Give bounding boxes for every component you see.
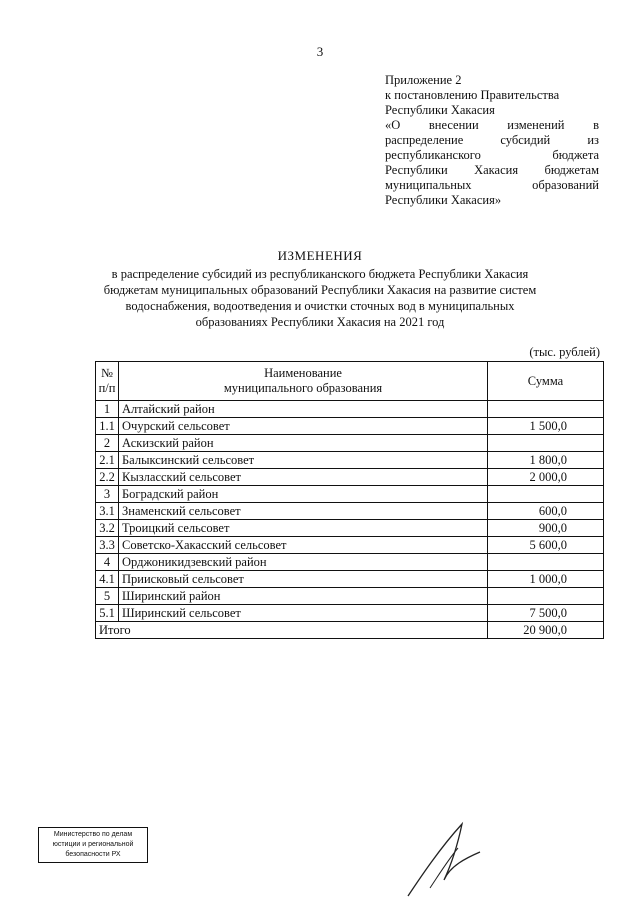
header-num: № п/п — [96, 362, 119, 401]
appendix-word: бюджетам — [544, 163, 599, 177]
row-sum: 7 500,0 — [488, 605, 604, 622]
table-row — [96, 469, 604, 486]
table-row — [96, 588, 604, 605]
appendix-justified-line — [385, 148, 599, 163]
appendix-word: бюджета — [552, 148, 599, 162]
stamp-line: безопасности РХ — [65, 851, 121, 858]
row-sum: 1 800,0 — [488, 452, 604, 469]
appendix-word: внесении — [428, 118, 479, 132]
table-row — [96, 537, 604, 554]
row-name: Троицкий сельсовет — [119, 520, 488, 537]
table-row — [96, 571, 604, 588]
total-label: Итого — [96, 622, 488, 639]
appendix-line: Республики Хакасия — [385, 103, 495, 117]
row-sum — [488, 588, 604, 605]
appendix-word: образований — [532, 178, 599, 192]
subtitle-line: бюджетам муниципальных образований Республики Хакасия на развитие систем — [103, 283, 537, 297]
appendix-line: Республики Хакасия» — [385, 193, 502, 207]
row-num: 5.1 — [96, 605, 119, 622]
document-subtitle — [80, 266, 560, 330]
row-name: Приисковый сельсовет — [119, 571, 488, 588]
subtitle-line: водоснабжения, водоотведения и очистки сточных вод в муниципальных — [125, 299, 515, 313]
row-name: Очурский сельсовет — [119, 418, 488, 435]
row-name: Орджоникидзевский район — [119, 554, 488, 571]
table-body — [96, 401, 604, 622]
row-num: 5 — [96, 588, 119, 605]
row-name: Ширинский район — [119, 588, 488, 605]
stamp-line: Министерство по делам — [53, 831, 133, 838]
header-name-line: муниципального образования — [223, 381, 383, 395]
row-num: 2.2 — [96, 469, 119, 486]
document-heading: ИЗМЕНЕНИЯ — [277, 248, 363, 263]
subsidy-table — [95, 361, 604, 639]
row-sum — [488, 435, 604, 452]
row-sum: 1 000,0 — [488, 571, 604, 588]
subtitle-line: образованиях Республики Хакасия на 2021 год — [195, 315, 445, 329]
row-name: Балыксинский сельсовет — [119, 452, 488, 469]
row-name: Аскизский район — [119, 435, 488, 452]
row-sum — [488, 554, 604, 571]
appendix-justified-line — [385, 133, 599, 148]
row-name: Советско-Хакасский сельсовет — [119, 537, 488, 554]
appendix-block — [385, 73, 599, 208]
appendix-word: Хакасия — [474, 163, 519, 177]
table-row — [96, 452, 604, 469]
row-num: 1.1 — [96, 418, 119, 435]
appendix-word: изменений — [507, 118, 565, 132]
row-num: 3.3 — [96, 537, 119, 554]
appendix-word: из — [587, 133, 599, 147]
row-name: Алтайский район — [119, 401, 488, 418]
row-name: Кызласский сельсовет — [119, 469, 488, 486]
table-header-row — [96, 362, 604, 401]
header-name — [119, 362, 488, 401]
appendix-justified-line — [385, 163, 599, 178]
table-row — [96, 605, 604, 622]
appendix-word: республиканского — [385, 148, 481, 162]
row-num: 3.2 — [96, 520, 119, 537]
subtitle-line: в распределение субсидий из республиканского бюджета Республики Хакасия — [111, 267, 529, 281]
page-number: 3 — [316, 44, 324, 59]
row-name: Боградский район — [119, 486, 488, 503]
total-sum: 20 900,0 — [488, 622, 604, 639]
row-sum: 5 600,0 — [488, 537, 604, 554]
stamp-line: юстиции и региональной — [52, 841, 134, 848]
appendix-word: «О — [385, 118, 401, 132]
row-num: 2.1 — [96, 452, 119, 469]
appendix-justified-line — [385, 118, 599, 133]
row-sum: 2 000,0 — [488, 469, 604, 486]
signature — [400, 818, 490, 903]
appendix-justified-line — [385, 178, 599, 193]
table-row — [96, 486, 604, 503]
row-num: 4 — [96, 554, 119, 571]
row-num: 3.1 — [96, 503, 119, 520]
appendix-word: распределение — [385, 133, 464, 147]
row-num: 2 — [96, 435, 119, 452]
table-row — [96, 418, 604, 435]
appendix-word: субсидий — [500, 133, 551, 147]
appendix-word: Республики — [385, 163, 448, 177]
row-num: 1 — [96, 401, 119, 418]
header-sum: Сумма — [488, 362, 604, 401]
row-sum — [488, 486, 604, 503]
registration-stamp — [38, 827, 148, 863]
appendix-word: в — [593, 118, 599, 132]
row-sum — [488, 401, 604, 418]
row-num: 4.1 — [96, 571, 119, 588]
row-name: Ширинский сельсовет — [119, 605, 488, 622]
table-row — [96, 520, 604, 537]
appendix-line: Приложение 2 — [385, 73, 462, 87]
total-row — [96, 622, 604, 639]
table-row — [96, 435, 604, 452]
row-sum: 1 500,0 — [488, 418, 604, 435]
row-sum: 600,0 — [488, 503, 604, 520]
appendix-justified-lines — [385, 118, 599, 193]
table-row — [96, 503, 604, 520]
row-name: Знаменский сельсовет — [119, 503, 488, 520]
appendix-word: муниципальных — [385, 178, 472, 192]
table-row — [96, 401, 604, 418]
table-row — [96, 554, 604, 571]
row-num: 3 — [96, 486, 119, 503]
header-name-line: Наименование — [264, 366, 342, 380]
row-sum: 900,0 — [488, 520, 604, 537]
appendix-line: к постановлению Правительства — [385, 88, 560, 102]
unit-label: (тыс. рублей) — [529, 345, 600, 359]
